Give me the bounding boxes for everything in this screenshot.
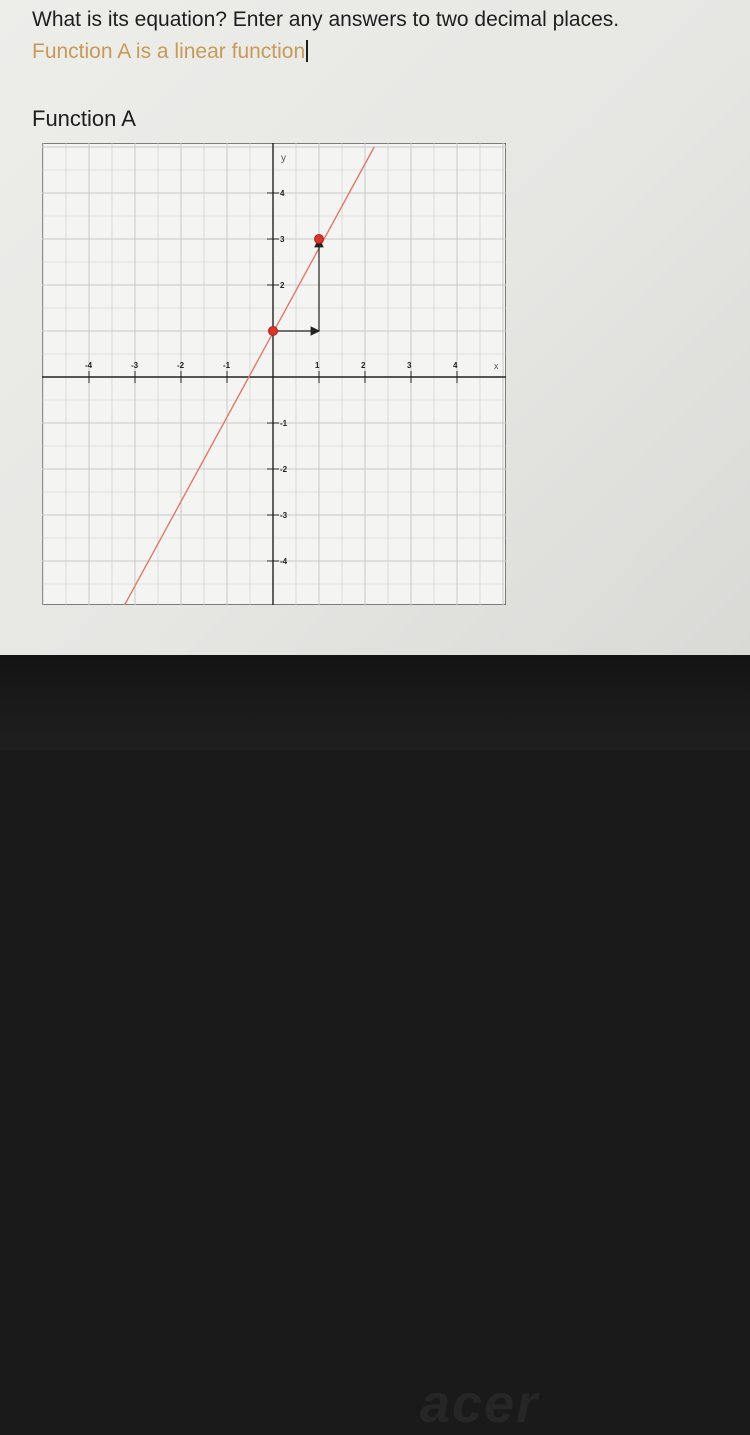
screen xyxy=(0,0,750,655)
answer-text: Function A is a linear function xyxy=(32,40,306,63)
y-tick-label: -1 xyxy=(280,419,288,428)
function-a-title: Function A xyxy=(32,106,136,131)
graph-svg xyxy=(42,143,506,605)
x-tick-label: -1 xyxy=(223,361,231,370)
y-tick-label: -3 xyxy=(280,511,288,520)
y-tick-label: -2 xyxy=(280,465,288,474)
x-tick-label: -2 xyxy=(177,361,185,370)
x-tick-label: 3 xyxy=(407,361,412,370)
x-tick-label: 4 xyxy=(453,361,458,370)
y-tick-label: 3 xyxy=(280,235,285,244)
highlight-point xyxy=(269,327,278,336)
y-axis-label: y xyxy=(281,153,286,164)
x-tick-label: -3 xyxy=(131,361,139,370)
brand-logo: acer xyxy=(420,1374,540,1434)
highlight-point xyxy=(315,235,324,244)
question-prompt: What is its equation? Enter any answers to two decimal places. xyxy=(32,8,620,31)
answer-input[interactable] xyxy=(32,40,452,70)
y-tick-label: -4 xyxy=(280,557,288,566)
y-tick-label: 4 xyxy=(280,189,285,198)
x-tick-label: 2 xyxy=(361,361,366,370)
x-axis-label: x xyxy=(494,361,499,371)
function-a-graph xyxy=(42,143,506,605)
monitor-bezel xyxy=(0,655,750,1434)
y-tick-label: 2 xyxy=(280,281,285,290)
text-caret xyxy=(306,40,308,62)
x-tick-label: 1 xyxy=(315,361,320,370)
x-tick-label: -4 xyxy=(85,361,93,370)
graph-frame xyxy=(42,143,506,605)
